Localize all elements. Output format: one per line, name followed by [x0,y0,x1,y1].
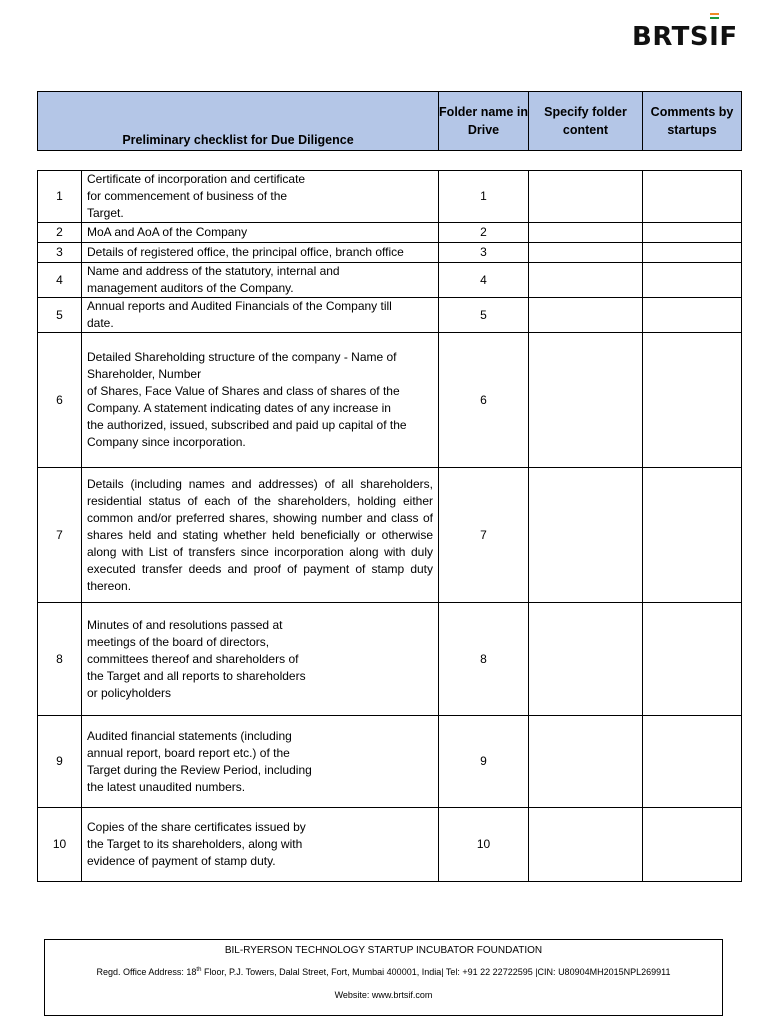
specify-content-cell[interactable] [529,298,643,333]
row-description [82,171,439,223]
row-description [82,298,439,333]
comments-cell[interactable] [643,468,742,603]
header-folder-name: Folder name in Drive [439,92,529,151]
folder-name-cell: 6 [439,333,529,468]
row-description [82,603,439,716]
comments-cell[interactable] [643,333,742,468]
row-number: 2 [38,223,82,243]
specify-content-cell[interactable] [529,468,643,603]
footer-website: Website: www.brtsif.com [334,990,433,1000]
description-line: date. [87,316,114,330]
row-number: 1 [38,171,82,223]
description-line: meetings of the board of directors, [87,634,270,649]
folder-name-cell: 5 [439,298,529,333]
row-description: Details (including names and addresses) of all shareholders, residential status of each of the shareholders, holding either common and/or preferred shares, showing number and class of shares held and stating whether held beneficially or otherwise along with List of transfers since incorporation along with duly executed transfer deeds and proof of payment of stamp duty thereon. [82,468,439,603]
row-number: 8 [38,603,82,716]
row-number: 5 [38,298,82,333]
comments-cell[interactable] [643,171,742,223]
row-number: 3 [38,243,82,263]
description-line: Name and address of the statutory, internal and [87,264,340,278]
folder-name-cell: 1 [439,171,529,223]
header-title: Preliminary checklist for Due Diligence [38,92,439,151]
comments-cell[interactable] [643,263,742,298]
logo-text-i: I [709,22,720,52]
checklist-header-table [37,91,742,151]
description-line: Shareholder, Number [87,367,202,381]
checklist-table [37,170,742,882]
specify-content-cell[interactable] [529,171,643,223]
comments-cell[interactable] [643,808,742,882]
comments-cell[interactable] [643,716,742,808]
description-line: Company. A statement indicating dates of any increase in [87,401,391,415]
comments-cell[interactable] [643,243,742,263]
specify-content-cell[interactable] [529,716,643,808]
description-line: MoA and AoA of the Company [87,225,248,239]
description-line: Target during the Review Period, including [87,762,312,777]
folder-name-cell: 3 [439,243,529,263]
table-row [38,716,742,808]
table-row [38,333,742,468]
specify-content-cell[interactable] [529,333,643,468]
description-line: management auditors of the Company. [87,281,294,295]
row-description [82,223,439,243]
description-line: committees thereof and shareholders of [87,651,299,666]
folder-name-cell: 7 [439,468,529,603]
table-row [38,223,742,243]
description-line: Details of registered office, the principal office, branch office [87,245,404,259]
table-row [38,468,742,603]
row-number: 6 [38,333,82,468]
description-line: Minutes of and resolutions passed at [87,617,283,632]
specify-content-cell[interactable] [529,263,643,298]
logo-text-f: F [719,22,738,52]
row-description [82,333,439,468]
footer-organization: BIL-RYERSON TECHNOLOGY STARTUP INCUBATOR FOUNDATION [224,945,543,956]
footer-address: Regd. Office Address: 18th Floor, P.J. Towers, Dalal Street, Fort, Mumbai 400001, India| Tel: +91 22 22722595 |CIN: U80904MH2015NPL269911 [96,967,671,977]
specify-content-cell[interactable] [529,808,643,882]
flag-icon [710,13,719,19]
folder-name-cell: 8 [439,603,529,716]
description-line: Target. [87,206,124,220]
description-line: for commencement of business of the [87,189,288,203]
brtsif-logo [632,22,738,52]
folder-name-cell: 2 [439,223,529,243]
description-line: Certificate of incorporation and certificate [87,172,306,186]
header-specify-content: Specify folder content [529,92,643,151]
description-line: Company since incorporation. [87,435,246,449]
specify-content-cell[interactable] [529,243,643,263]
description-line: Annual reports and Audited Financials of the Company till [87,299,392,313]
description-line: or policyholders [87,685,172,700]
page-footer [44,939,723,1016]
table-row [38,243,742,263]
folder-name-cell: 9 [439,716,529,808]
row-number: 4 [38,263,82,298]
table-row [38,171,742,223]
header-comments: Comments by startups [643,92,742,151]
comments-cell[interactable] [643,603,742,716]
description-line: Detailed Shareholding structure of the company - Name of [87,350,397,364]
folder-name-cell: 4 [439,263,529,298]
row-description [82,716,439,808]
description-line: the latest unaudited numbers. [87,779,246,794]
row-number: 10 [38,808,82,882]
description-line: evidence of payment of stamp duty. [87,854,276,868]
specify-content-cell[interactable] [529,223,643,243]
table-row [38,298,742,333]
comments-cell[interactable] [643,298,742,333]
table-row [38,603,742,716]
table-row [38,808,742,882]
description-line: the Target and all reports to shareholders [87,668,306,683]
description-line: Audited financial statements (including [87,728,292,743]
row-description [82,243,439,263]
description-line: the Target to its shareholders, along with [87,837,303,851]
row-description [82,808,439,882]
table-row [38,263,742,298]
logo-text-brts: BRTS [632,22,710,52]
comments-cell[interactable] [643,223,742,243]
logo-i-with-flag [709,22,719,52]
folder-name-cell: 10 [439,808,529,882]
row-number: 9 [38,716,82,808]
description-line: Copies of the share certificates issued by [87,820,306,834]
description-line: of Shares, Face Value of Shares and class of shares of the [87,384,400,398]
row-description [82,263,439,298]
specify-content-cell[interactable] [529,603,643,716]
description-line: annual report, board report etc.) of the [87,745,290,760]
row-number: 7 [38,468,82,603]
description-line: the authorized, issued, subscribed and paid up capital of the [87,418,407,432]
